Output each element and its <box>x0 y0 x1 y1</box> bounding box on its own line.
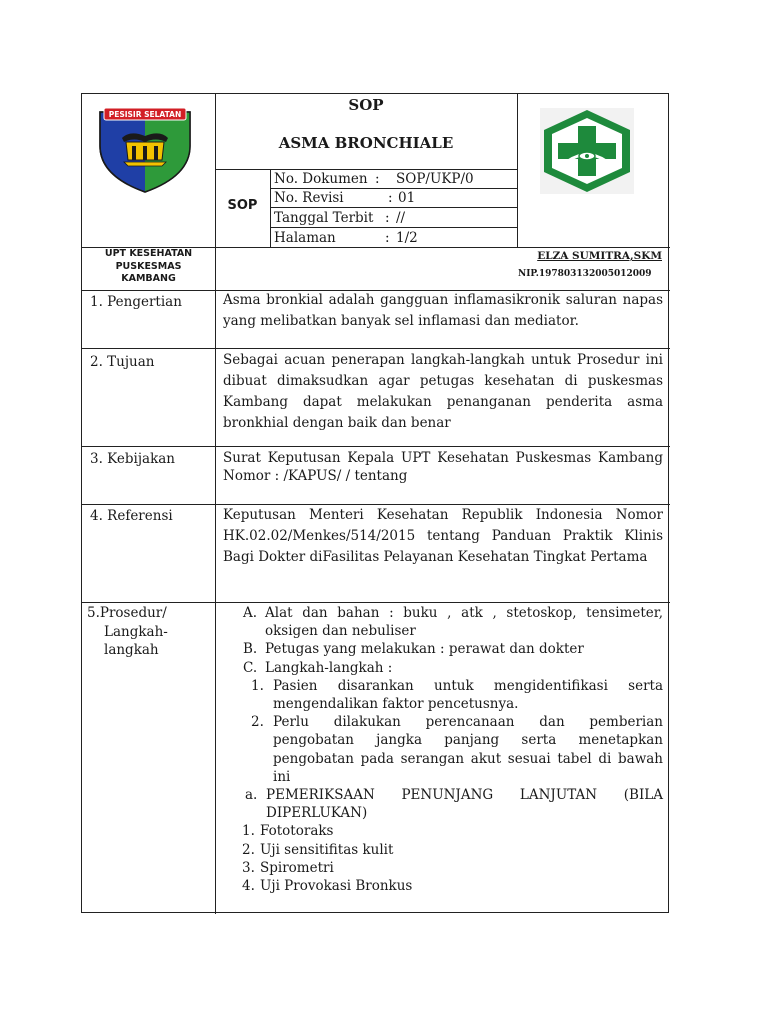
signer-nip: NIP.197803132005012009 <box>518 269 652 279</box>
tujuan-label: 2. Tujuan <box>90 354 155 370</box>
list-marker: 4. <box>242 878 255 895</box>
list-item <box>223 713 663 786</box>
logo-banner-text: PESISIR SELATAN <box>108 110 182 119</box>
org-line: PUSKESMAS <box>115 260 182 272</box>
docinfo-value: SOP/UKP/0 <box>396 171 474 187</box>
signer-block <box>518 248 668 282</box>
kebijakan-label: 3. Kebijakan <box>90 451 176 467</box>
list-text: Fototoraks <box>260 823 334 840</box>
org-line: KAMBANG <box>121 273 176 284</box>
docinfo-value: 01 <box>398 190 416 206</box>
referensi-text: Keputusan Menteri Kesehatan Republik Indonesia Nomor HK.02.02/Menkes/514/2015 tentang Panduan Praktik Klinis Bagi Dokter diFasilitas Pelayanan Kesehatan Tingkat Pertama <box>223 507 663 565</box>
column-divider-right <box>517 94 518 247</box>
prosedur-label-line: 5.Prosedur/ <box>87 605 167 621</box>
list-item <box>223 640 663 658</box>
docinfo-row <box>274 189 514 208</box>
list-text: Petugas yang melakukan : perawat dan dokter <box>265 641 584 658</box>
kebijakan-text: Surat Keputusan Kepala UPT Kesehatan Puskesmas Kambang Nomor : /KAPUS/ / tentang <box>223 450 663 484</box>
list-text: Uji sensitifitas kulit <box>260 841 394 858</box>
docinfo-sep: : <box>385 210 390 226</box>
pesisir-selatan-logo <box>96 104 194 194</box>
docinfo-divider <box>270 169 271 247</box>
docinfo-sep: : <box>385 230 390 246</box>
organization-name <box>82 248 215 286</box>
list-marker: 2. <box>251 714 264 731</box>
docinfo-value: // <box>396 210 406 226</box>
docinfo-label: Tanggal Terbit <box>274 210 374 226</box>
list-item <box>223 877 663 895</box>
prosedur-label <box>87 604 212 660</box>
docinfo-sep: : <box>388 190 393 206</box>
prosedur-list <box>223 604 663 895</box>
prosedur-label-line: langkah <box>104 642 159 658</box>
list-marker: 3. <box>242 859 255 876</box>
tujuan-text: Sebagai acuan penerapan langkah-langkah untuk Prosedur ini dibuat dimaksudkan agar petugas kesehatan di puskesmas Kambang dapat melakukan penanganan penderita asma bronkhial dengan baik dan benar <box>223 352 663 431</box>
row-line-5 <box>82 602 670 603</box>
list-text: Alat dan bahan : buku , atk , stetoskop, tensimeter, oksigen dan nebuliser <box>265 605 663 640</box>
docinfo-sep: : <box>375 171 380 187</box>
pengertian-text: Asma bronkial adalah gangguan inflamasikronik saluran napas yang melibatkan banyak sel inflamasi dan mediator. <box>223 292 663 329</box>
docinfo-row <box>274 208 514 228</box>
list-marker: 1. <box>251 677 264 694</box>
title-block <box>215 95 517 153</box>
list-item <box>223 786 663 822</box>
docinfo-rows <box>274 170 514 248</box>
docinfo-label: Halaman <box>274 230 336 246</box>
org-line: UPT KESEHATAN <box>104 248 193 259</box>
docinfo-row <box>274 228 514 248</box>
list-marker: a. <box>245 787 258 804</box>
list-text: Langkah-langkah : <box>265 659 393 676</box>
referensi-label: 4. Referensi <box>90 508 173 524</box>
list-marker: C. <box>243 659 258 676</box>
row-line-3 <box>82 446 670 447</box>
docinfo-label: No. Revisi <box>274 190 344 206</box>
pengertian-label: 1. Pengertian <box>90 294 182 310</box>
list-item <box>223 841 663 859</box>
list-item <box>223 822 663 840</box>
list-marker: 1. <box>242 823 255 840</box>
list-text: Perlu dilakukan perencanaan dan pemberian pengobatan jangka panjang serta menetapkan pengobatan pada serangan akut sesuai tabel di bawah ini <box>273 714 663 785</box>
row-line-2 <box>82 348 670 349</box>
list-text: Spirometri <box>260 859 334 876</box>
list-item <box>223 659 663 677</box>
sop-table <box>81 93 669 913</box>
list-item <box>223 859 663 877</box>
list-marker: B. <box>243 641 258 658</box>
list-item <box>223 677 663 713</box>
prosedur-label-line: Langkah- <box>104 623 168 640</box>
list-text: Pasien disarankan untuk mengidentifikasi serta mengendalikan faktor pencetusnya. <box>273 677 663 713</box>
list-marker: 2. <box>242 841 255 858</box>
docinfo-value: 1/2 <box>396 230 418 246</box>
title-asma-bronchiale: ASMA BRONCHIALE <box>278 134 454 152</box>
list-marker: A. <box>243 605 258 621</box>
list-text: Uji Provokasi Bronkus <box>260 878 413 895</box>
signer-name: ELZA SUMITRA,SKM <box>537 250 662 262</box>
list-item <box>223 604 663 640</box>
list-text: PEMERIKSAAN PENUNJANG LANJUTAN (BILA DIPERLUKAN) <box>266 787 663 822</box>
title-sop: SOP <box>348 96 384 114</box>
puskesmas-logo <box>538 106 636 196</box>
docinfo-row <box>274 170 514 189</box>
sop-label: SOP <box>227 198 258 213</box>
docinfo-label: No. Dokumen <box>274 171 368 187</box>
